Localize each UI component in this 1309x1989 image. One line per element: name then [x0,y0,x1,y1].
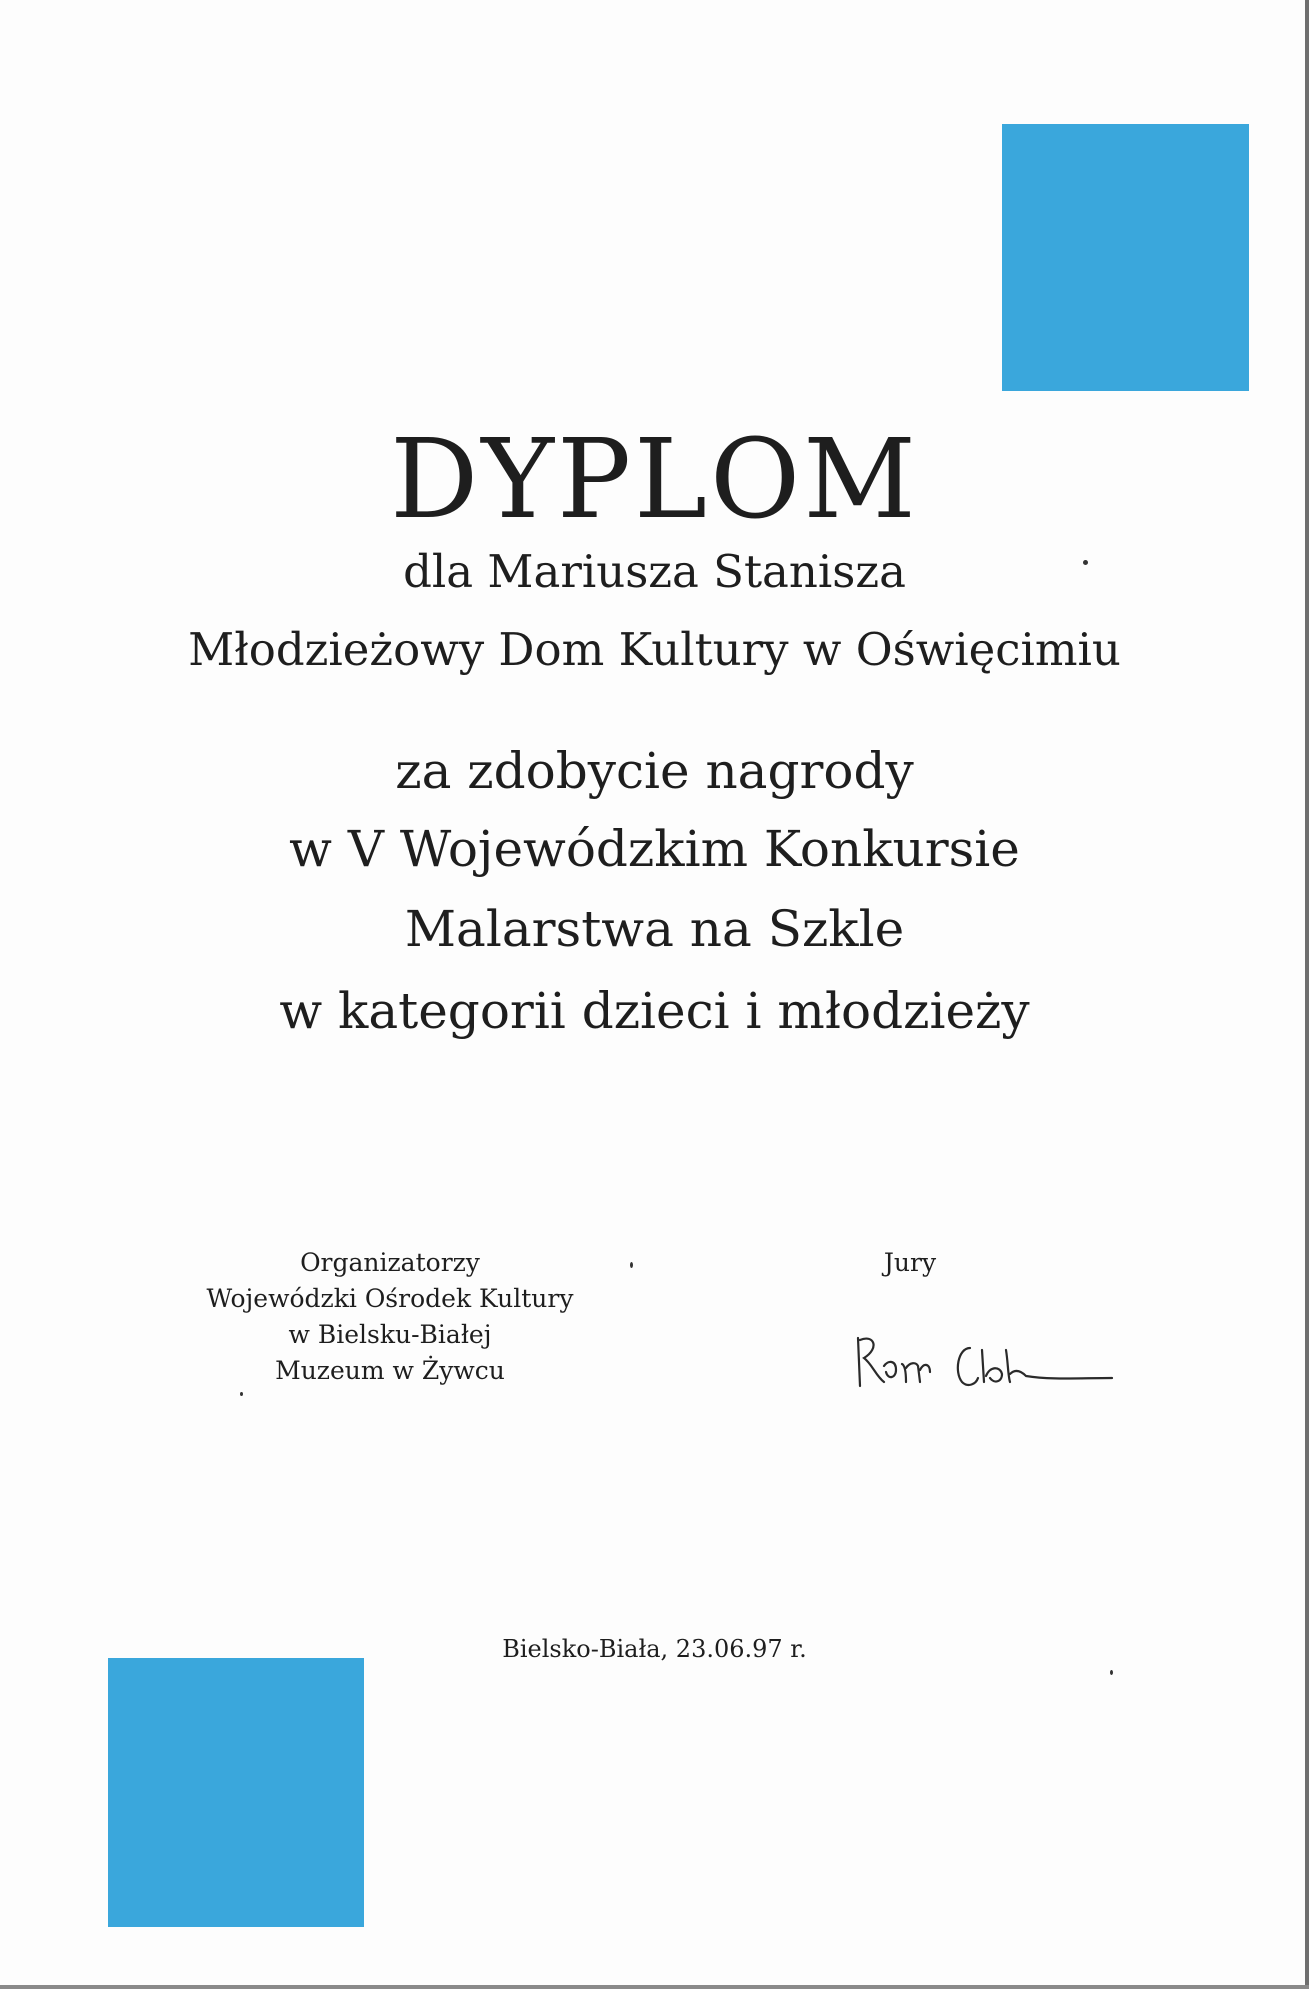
scan-speck [1083,560,1088,565]
scan-edge-right [1305,0,1309,1989]
scan-speck [240,1392,243,1396]
organizer-line: Muzeum w Żywcu [275,1356,505,1385]
reason-line: Malarstwa na Szkle [404,900,905,958]
institution-line: Młodzieżowy Dom Kultury w Oświęcimiu [188,623,1121,676]
organizer-line: Wojewódzki Ośrodek Kultury [206,1284,574,1313]
scan-edge-bottom [0,1985,1309,1989]
decorative-blue-square-bottom [108,1658,364,1927]
scan-speck [630,1262,633,1268]
jury-heading: Jury [883,1248,937,1277]
decorative-blue-square-top [1002,124,1249,391]
organizers-block [180,1245,600,1389]
recipient-line: dla Mariusza Stanisza [403,545,906,598]
diploma-title: DYPLOM [390,414,919,543]
jury-signatures [850,1320,1120,1400]
reason-line: za zdobycie nagrody [395,742,914,800]
organizer-line: w Bielsku-Białej [288,1320,492,1349]
reason-line: w V Wojewódzkim Konkursie [289,820,1020,878]
reason-line: w kategorii dzieci i młodzieży [279,982,1030,1040]
organizers-heading: Organizatorzy [300,1248,480,1277]
place-and-date: Bielsko-Biała, 23.06.97 r. [502,1635,807,1663]
scan-speck [1110,1670,1113,1675]
